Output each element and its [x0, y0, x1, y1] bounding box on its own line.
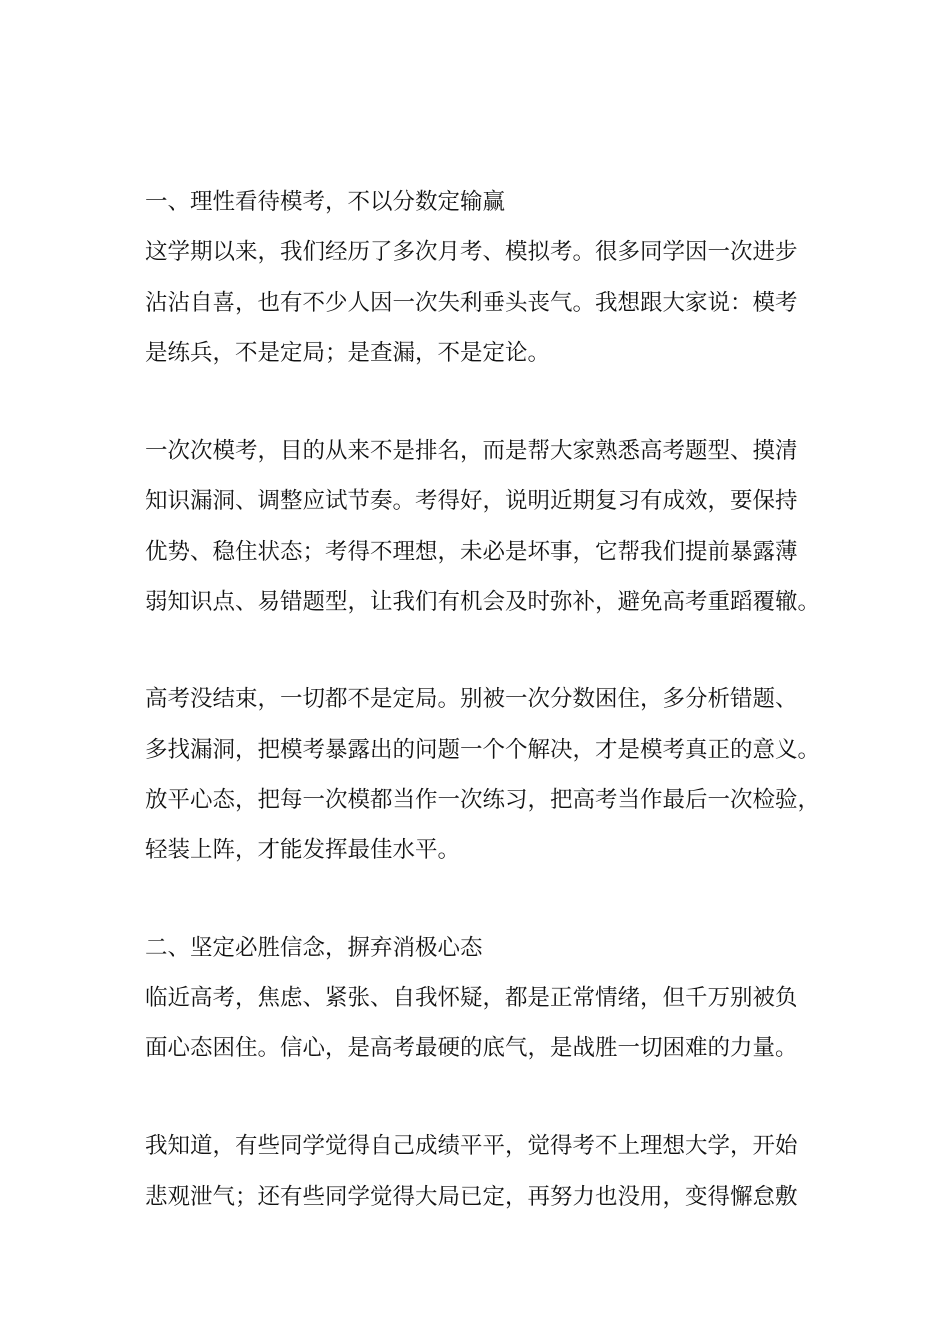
paragraph-line: 弱知识点、易错题型，让我们有机会及时弥补，避免高考重蹈覆辙。 — [145, 589, 821, 615]
paragraph-line: 优势、稳住状态；考得不理想，未必是坏事，它帮我们提前暴露薄 — [145, 539, 798, 565]
paragraph-line: 知识漏洞、调整应试节奏。考得好，说明近期复习有成效，要保持 — [145, 488, 798, 514]
paragraph-line: 多找漏洞，把模考暴露出的问题一个个解决，才是模考真正的意义。 — [145, 737, 821, 763]
paragraph-line: 轻装上阵，才能发挥最佳水平。 — [145, 837, 461, 863]
paragraph-line: 悲观泄气；还有些同学觉得大局已定，再努力也没用，变得懈怠敷 — [145, 1184, 798, 1210]
section-heading-2: 二、坚定必胜信念，摒弃消极心态 — [145, 935, 483, 961]
paragraph-line: 沾沾自喜，也有不少人因一次失利垂头丧气。我想跟大家说：模考 — [145, 290, 798, 316]
paragraph-line: 一次次模考，目的从来不是排名，而是帮大家熟悉高考题型、摸清 — [145, 438, 798, 464]
paragraph-line: 临近高考，焦虑、紧张、自我怀疑，都是正常情绪，但千万别被负 — [145, 985, 798, 1011]
paragraph-line: 这学期以来，我们经历了多次月考、模拟考。很多同学因一次进步 — [145, 239, 798, 265]
paragraph-line: 面心态困住。信心，是高考最硬的底气，是战胜一切困难的力量。 — [145, 1035, 798, 1061]
paragraph-line: 放平心态，把每一次模都当作一次练习，把高考当作最后一次检验， — [145, 787, 821, 813]
section-heading-1: 一、理性看待模考，不以分数定输赢 — [145, 189, 506, 215]
paragraph-line: 高考没结束，一切都不是定局。别被一次分数困住，多分析错题、 — [145, 686, 798, 712]
paragraph-line: 我知道，有些同学觉得自己成绩平平，觉得考不上理想大学，开始 — [145, 1133, 798, 1159]
paragraph-line: 是练兵，不是定局；是查漏，不是定论。 — [145, 340, 551, 366]
